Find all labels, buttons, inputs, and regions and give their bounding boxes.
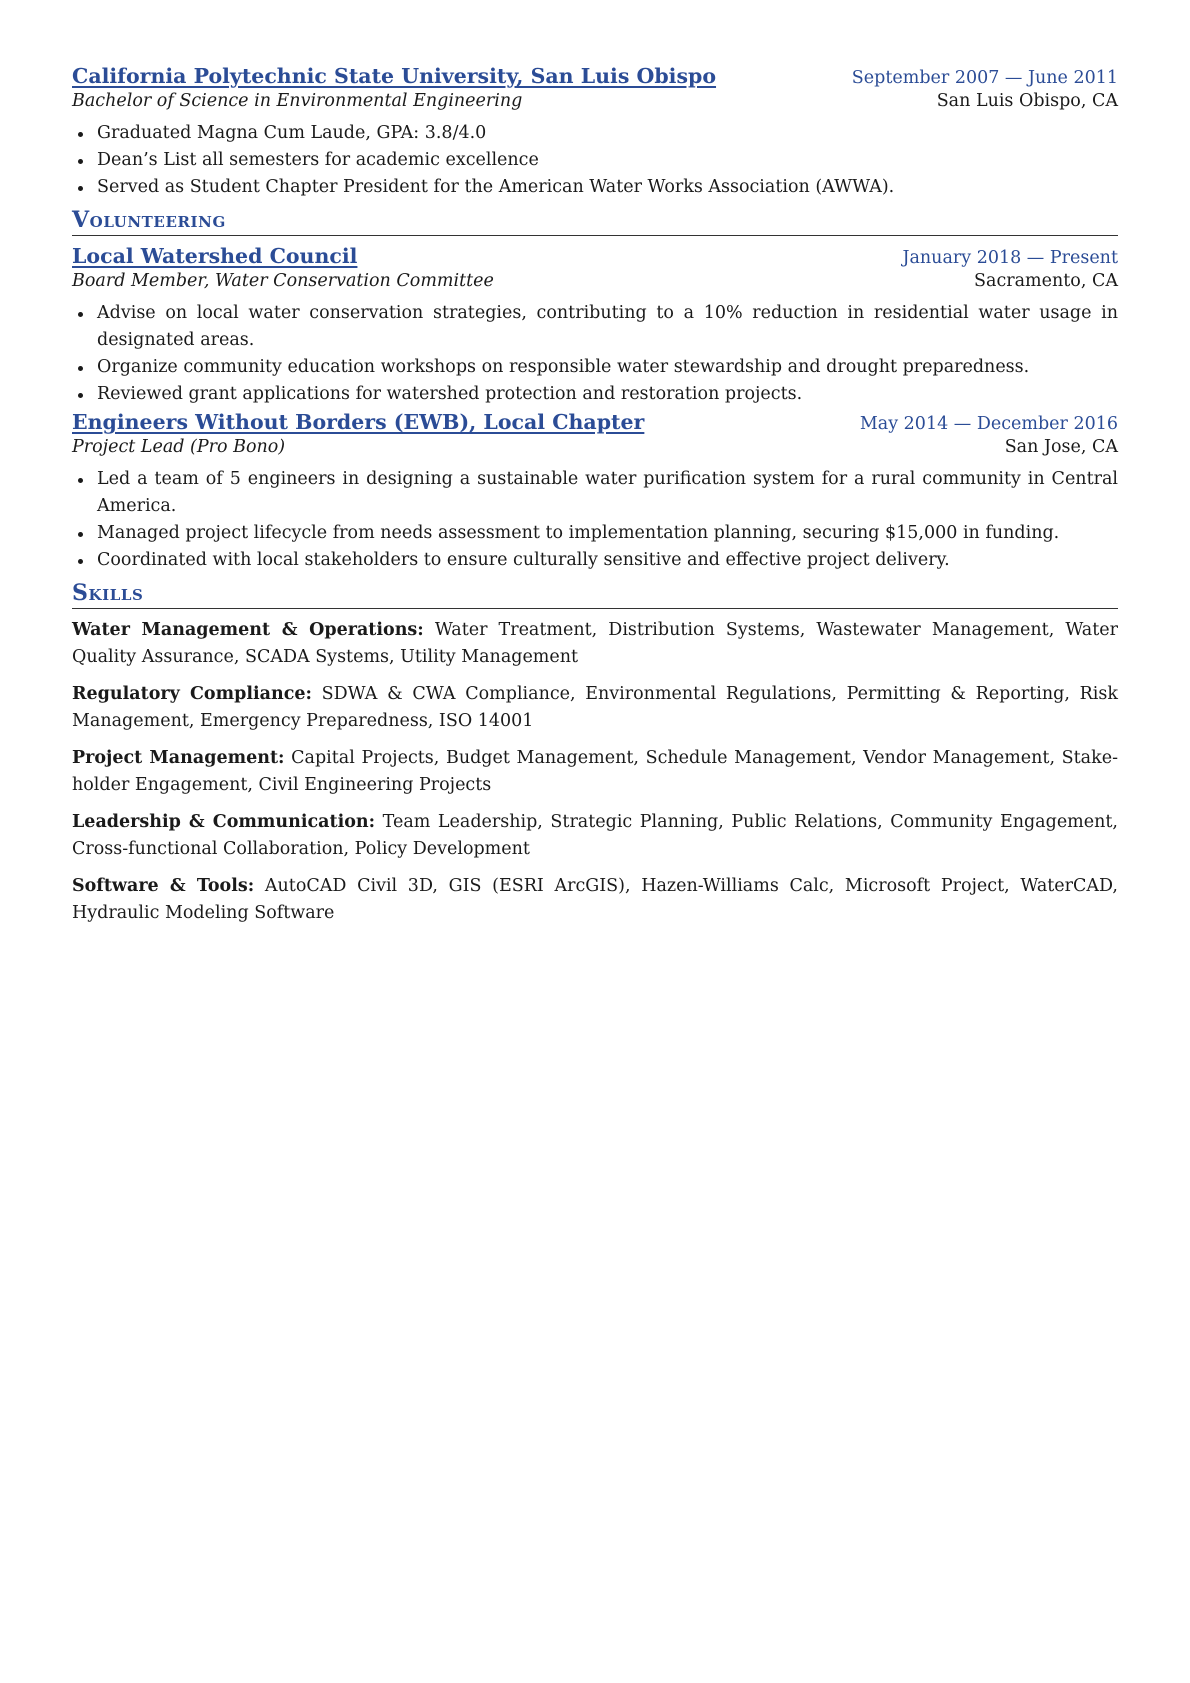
skill-row (72, 681, 1118, 735)
list-item: Served as Student Chapter President for the American Water Works Association (AWWA). (72, 174, 1118, 201)
volunteering-bullets (72, 466, 1118, 574)
volunteering-org-link[interactable]: Local Watershed Council (72, 244, 358, 268)
skill-text: Capital Projects, Budget Management, Schedule Management, Vendor Management, Stake-holder Engagement, Civil Engineering Projects (72, 748, 1118, 795)
skill-label: Leadership & Communication: (72, 812, 376, 832)
volunteering-location: Sacramento, CA (974, 271, 1118, 291)
skill-row (72, 745, 1118, 799)
skill-label: Regulatory Compliance: (72, 684, 312, 704)
education-bullets (72, 120, 1118, 201)
list-item: Dean’s List all semesters for academic excellence (72, 147, 1118, 174)
education-degree: Bachelor of Science in Environmental Engineering (72, 91, 523, 111)
list-item: Graduated Magna Cum Laude, GPA: 3.8/4.0 (72, 120, 1118, 147)
skill-text: SDWA & CWA Compliance, Environmental Regulations, Permitting & Reporting, Risk Management, Emergency Preparedness, ISO 14001 (72, 684, 1118, 731)
education-entry (72, 64, 1118, 201)
skill-text: AutoCAD Civil 3D, GIS (ESRI ArcGIS), Hazen-Williams Calc, Microsoft Project, WaterCAD, Hydraulic Modeling Software (72, 876, 1118, 923)
volunteering-entry-subheader (72, 437, 1118, 457)
volunteering-entry (72, 410, 1118, 574)
skill-row (72, 617, 1118, 671)
volunteering-org-link[interactable]: Engineers Without Borders (EWB), Local Chapter (72, 410, 645, 434)
section-title-skills: Skills (72, 579, 1118, 609)
volunteering-entry-subheader (72, 271, 1118, 291)
volunteering-role: Board Member, Water Conservation Committee (72, 271, 494, 291)
volunteering-entry-header (72, 244, 1118, 268)
volunteering-role: Project Lead (Pro Bono) (72, 437, 286, 457)
skill-label: Project Management: (72, 748, 285, 768)
education-entry-subheader (72, 91, 1118, 111)
list-item: Organize community education workshops on responsible water stewardship and drought preparedness. (72, 354, 1118, 381)
skill-label: Software & Tools: (72, 876, 255, 896)
section-title-volunteering: Volunteering (72, 206, 1118, 236)
volunteering-dates: January 2018 — Present (902, 248, 1118, 268)
education-location: San Luis Obispo, CA (936, 91, 1118, 111)
skill-text: Team Leadership, Strategic Planning, Public Relations, Community Engagement, Cross-functional Collaboration, Policy Development (72, 812, 1118, 859)
list-item: Advise on local water conservation strategies, contributing to a 10% reduction in residential water usage in designated areas. (72, 300, 1118, 354)
volunteering-entry-header (72, 410, 1118, 434)
education-entry-header (72, 64, 1118, 88)
education-school-link[interactable]: California Polytechnic State University, San Luis Obispo (72, 64, 717, 88)
skill-text: Water Treatment, Distribution Systems, Wastewater Management, Water Quality Assurance, SCADA Systems, Utility Management (72, 620, 1118, 667)
volunteering-entry (72, 244, 1118, 408)
list-item: Managed project lifecycle from needs assessment to implementation planning, securing $15,000 in funding. (72, 520, 1118, 547)
list-item: Led a team of 5 engineers in designing a sustainable water purification system for a rural community in Central America. (72, 466, 1118, 520)
skill-row (72, 809, 1118, 863)
skill-row (72, 873, 1118, 927)
education-dates: September 2007 — June 2011 (851, 68, 1118, 88)
volunteering-bullets (72, 300, 1118, 408)
list-item: Reviewed grant applications for watershed protection and restoration projects. (72, 381, 1118, 408)
volunteering-location: San Jose, CA (1004, 437, 1118, 457)
list-item: Coordinated with local stakeholders to ensure culturally sensitive and effective project delivery. (72, 547, 1118, 574)
skill-label: Water Management & Operations: (72, 620, 424, 640)
volunteering-dates: May 2014 — December 2016 (859, 414, 1118, 434)
